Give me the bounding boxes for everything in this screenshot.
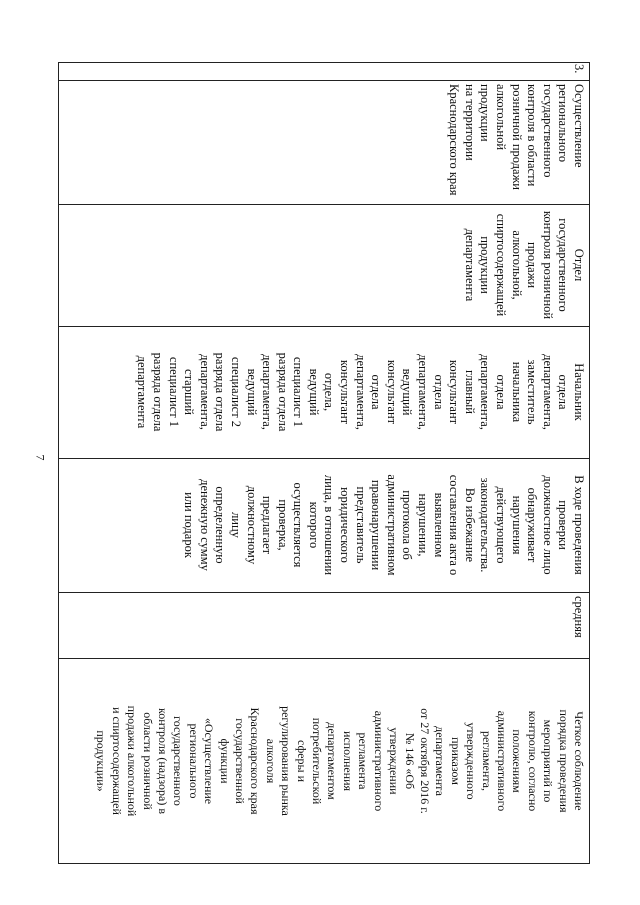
measures-cell: Четкое соблюдение порядка проведения мероприятий по контролю, согласно положениям административного регламента, утвержденного приказом департамента от 27 октября 2016 г. № 146 «Об утверждении административного регламента исполнения департаментом потребительской сферы и регулирования рынка алкоголя Краснодарского края государственной функции «Осуществление регионального государственного контроля (надзора) в области розничной продажи алкогольной и спиртосодержащей продукции»	[94, 705, 586, 817]
function-cell: Осуществление регионального государственного контроля в области розничной продажи алкогольной продукции на территории Краснодарского края	[447, 84, 586, 196]
risk-table	[58, 62, 590, 864]
row-number: 3.	[572, 64, 586, 74]
risk-level-cell: средняя	[572, 596, 586, 638]
page-number: 7	[33, 454, 48, 461]
risk-description-cell: В ходе проведения проверки должностное лицо обнаруживает нарушения действующего законодательства. Во избежание составления акта о выявленном нарушении, протокола об административном правонарушении представитель юридического лица, в отношении которого осуществляется проверка, предлагает должностному лицу определенную денежную сумму или подарок	[182, 474, 586, 576]
department-cell: Отдел государственного контроля розничной продажи алкогольной, спиртосодержащей продукции департамента	[462, 210, 586, 320]
positions-cell: Начальник отдела департамента, заместитель начальника отдела департамента, главный консультант отдела департамента, ведущий консультант отдела департамента, консультант отдела, ведущий специалист 1 разряда отдела департамента, ведущий специалист 2 разряда отдела департамента, старший специалист 1 разряда отдела департамента	[135, 352, 586, 432]
